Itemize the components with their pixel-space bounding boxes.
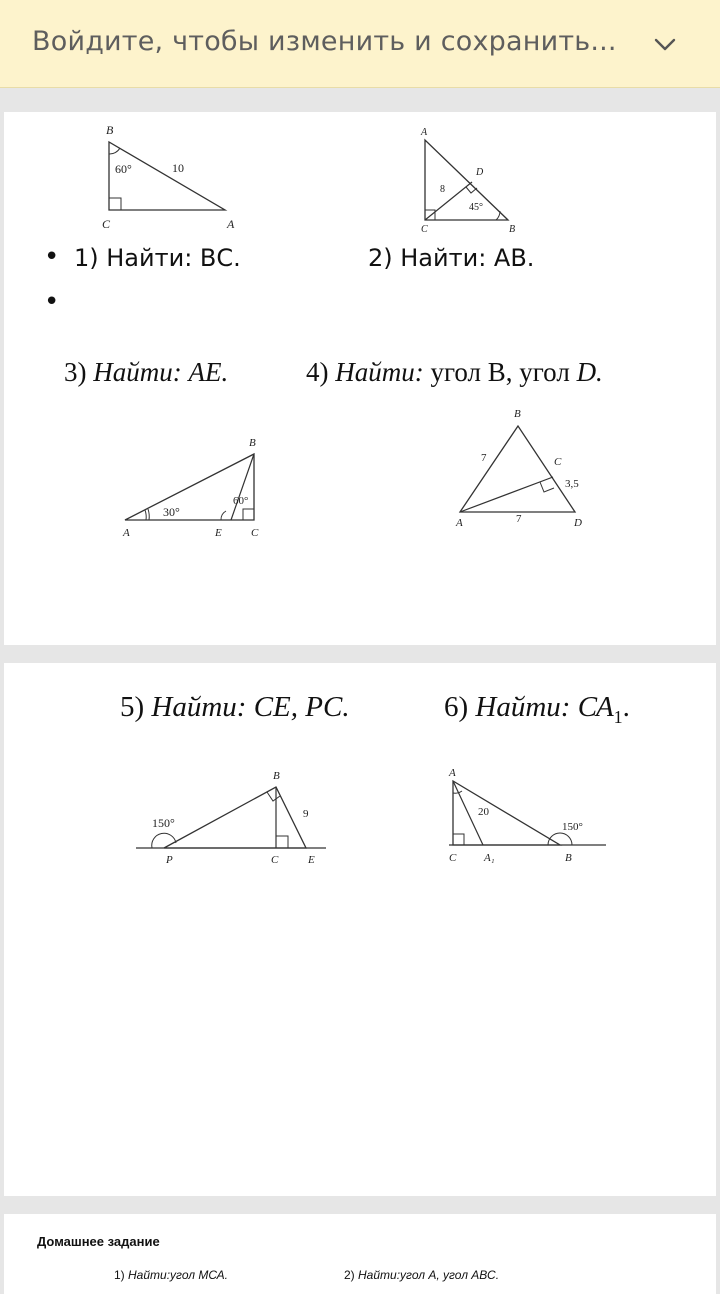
fig2-label-b: B <box>509 224 516 235</box>
figure-3-triangle <box>119 434 279 544</box>
figure-2-right-triangle <box>414 122 534 235</box>
fig5-label-b: B <box>273 770 280 782</box>
fig3-label-e: E <box>215 527 222 539</box>
task-2: 2) Найти: АВ. <box>368 244 535 272</box>
task-1: 1) Найти: ВС. <box>74 244 241 272</box>
fig2-label-d: D <box>476 167 484 178</box>
fig3-label-b: B <box>249 437 256 449</box>
fig5-angle: 150° <box>152 816 175 830</box>
task-6 <box>444 691 630 728</box>
task-4-tail: D. <box>576 357 603 387</box>
task-5-text: Найти: СЕ, РС. <box>151 691 350 723</box>
homework-item-2-number: 2) <box>344 1268 359 1282</box>
fig3-label-c: C <box>251 527 259 539</box>
fig6-label-a1: A₁ <box>484 852 495 864</box>
task-4-number: 4) <box>306 357 336 387</box>
fig3-label-a: A <box>123 527 130 539</box>
fig2-angle: 45° <box>469 202 483 213</box>
figure-5-triangle <box>134 763 334 873</box>
homework-title: Домашнее задание <box>37 1234 160 1249</box>
fig1-label-b: B <box>106 123 114 137</box>
fig3-angle-e: 60° <box>233 495 249 507</box>
homework-item-1-text: Найти:угол МСА. <box>128 1268 228 1282</box>
task-4-word: Найти: <box>335 357 424 387</box>
fig4-label-a: A <box>456 517 463 529</box>
document-page-1 <box>4 112 716 645</box>
homework-item-2-text: Найти:угол А, угол АВС. <box>358 1268 500 1282</box>
bullet-2: • <box>44 287 60 317</box>
task-6-number: 6) <box>444 691 476 723</box>
task-3-number: 3) <box>64 357 94 387</box>
bullet-1: • <box>44 242 60 272</box>
task-5-number: 5) <box>120 691 152 723</box>
task-3 <box>64 357 228 388</box>
fig6-label-a: A <box>449 767 456 779</box>
fig5-label-e: E <box>308 854 315 866</box>
figure-4-triangle <box>444 404 604 534</box>
fig6-label-c: C <box>449 852 457 864</box>
document-page-3 <box>4 1214 716 1294</box>
task-4 <box>306 357 603 388</box>
fig3-angle-a: 30° <box>163 505 180 519</box>
fig1-hyp: 10 <box>172 161 184 175</box>
fig6-label-b: B <box>565 852 572 864</box>
task-6-text: Найти: СА <box>475 691 614 723</box>
figure-1-right-triangle <box>99 120 259 230</box>
fig4-side-ab: 7 <box>481 452 487 464</box>
task-3-text: Найти: АЕ. <box>93 357 229 387</box>
fig1-angle: 60° <box>115 162 132 176</box>
fig1-label-a: A <box>227 217 235 231</box>
task-6-dot: . <box>622 691 630 723</box>
fig5-label-p: P <box>166 854 173 866</box>
fig2-label-a: A <box>421 127 428 138</box>
fig2-label-c: C <box>421 224 428 235</box>
fig4-side-cd: 3,5 <box>565 478 579 490</box>
fig1-label-c: C <box>102 217 111 231</box>
document-page-2 <box>4 663 716 1196</box>
fig2-side: 8 <box>440 184 445 195</box>
fig5-label-c: C <box>271 854 279 866</box>
figure-6-triangle <box>444 763 614 873</box>
sign-in-prompt: Войдите, чтобы изменить и сохранить... <box>32 26 617 57</box>
fig4-label-b: B <box>514 408 521 420</box>
homework-item-1-number: 1) <box>114 1268 129 1282</box>
fig6-side: 20 <box>478 806 489 818</box>
task-5 <box>120 691 350 724</box>
fig4-label-d: D <box>574 517 582 529</box>
task-4-rest: угол В, угол <box>423 357 577 387</box>
task-6-subscript: 1 <box>613 706 623 727</box>
fig4-side-ad: 7 <box>516 513 522 525</box>
fig4-label-c: C <box>554 456 562 468</box>
fig5-side: 9 <box>303 808 309 820</box>
fig6-angle: 150° <box>562 821 583 833</box>
chevron-down-icon[interactable] <box>650 30 680 58</box>
sign-in-banner[interactable] <box>0 0 720 88</box>
